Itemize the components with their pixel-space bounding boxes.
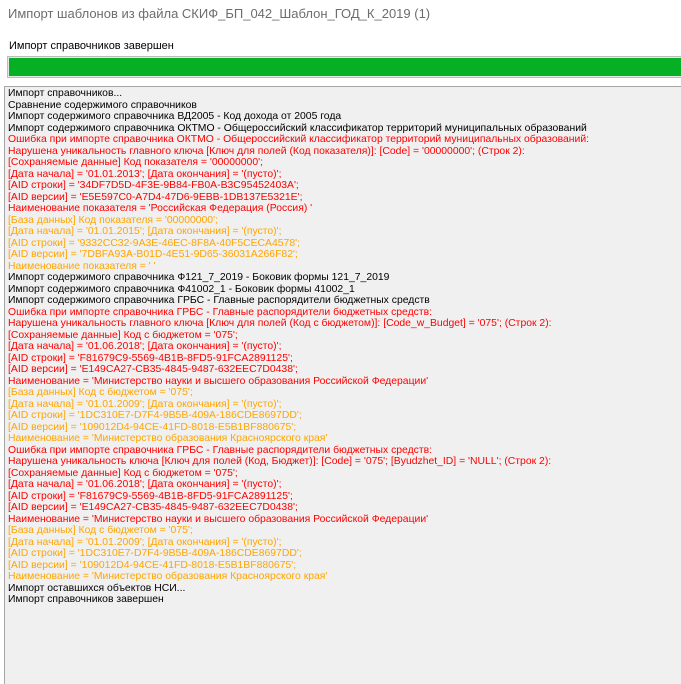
log-line: Ошибка при импорте справочника ГРБС - Главные распорядители бюджетных средств: — [8, 306, 433, 318]
log-line: [AID строки] = 'F81679C9-5569-4B1B-8FD5-91FCA2891125'; — [8, 490, 293, 502]
log-line: Импорт оставшихся объектов НСИ... — [8, 582, 186, 594]
log-line: [Дата начала] = '01.01.2015'; [Дата окончания] = '(пусто)'; — [8, 226, 282, 237]
log-line: [AID строки] = '1DC310E7-D7F4-9B5B-409A-186CDE8697DD'; — [8, 410, 302, 421]
status-label: Импорт справочников завершен — [9, 40, 174, 52]
log-line: Импорт содержимого справочника ГРБС - Главные распорядители бюджетных средств — [8, 295, 430, 306]
log-line: Импорт содержимого справочника Ф41002_1 - Боковик формы 41002_1 — [8, 283, 355, 295]
log-line: Импорт справочников... — [8, 88, 123, 99]
log-line: [Дата начала] = '01.06.2018'; [Дата окончания] = '(пусто)'; — [8, 479, 282, 490]
log-line: Наименование показателя = ' ' — [8, 260, 156, 272]
log-line: Импорт содержимого справочника ОКТМО - Общероссийский классификатор территорий муниципальных образований — [8, 122, 587, 134]
log-line: Нарушена уникальность главного ключа [Ключ для полей (Код с бюджетом)]: [Code_w_Budget] = '075'; (Строк 2): — [8, 318, 552, 329]
log-line: [База данных] Код с бюджетом = '075'; — [8, 525, 193, 536]
title-bar[interactable] — [0, 0, 681, 30]
log-line: Наименование = 'Министерство образования Красноярского края' — [8, 433, 328, 444]
log-line: Ошибка при импорте справочника ОКТМО - Общероссийский классификатор территорий муниципальных образований: — [8, 134, 590, 145]
log-line: Сравнение содержимого справочников — [8, 99, 197, 111]
log-line: [AID версии] = '109012D4-94CE-41FD-8018-E5B1BF880675'; — [8, 421, 297, 433]
log-line: Наименование = 'Министерство науки и высшего образования Российской Федерации' — [8, 513, 429, 525]
log-line: Наименование показателя = 'Российская Федерация (Россия) ' — [8, 203, 313, 214]
log-line: [База данных] Код показателя = '00000000'; — [8, 214, 218, 226]
log-line: [AID строки] = '1DC310E7-D7F4-9B5B-409A-186CDE8697DD'; — [8, 548, 302, 559]
log-line: [Дата начала] = '01.01.2009'; [Дата окончания] = '(пусто)'; — [8, 398, 282, 410]
log-line: [AID версии] = 'E149CA27-CB35-4845-9487-632EEC7D0438'; — [8, 364, 298, 375]
log-line: [AID строки] = 'F81679C9-5569-4B1B-8FD5-91FCA2891125'; — [8, 352, 293, 364]
log-line: [Сохраняемые данные] Код с бюджетом = '075'; — [8, 467, 238, 479]
window-title: Импорт шаблонов из файла СКИФ_БП_042_Шаблон_ГОД_К_2019 (1) — [8, 6, 431, 21]
log-line: [Дата начала] = '01.01.2009'; [Дата окончания] = '(пусто)'; — [8, 536, 282, 548]
log-line: Наименование = 'Министерство науки и высшего образования Российской Федерации' — [8, 375, 429, 387]
log-line: [AID строки] = '9332CC32-9A3E-46EC-8F8A-40F5CECA4578'; — [8, 237, 300, 249]
log-line: Импорт справочников завершен — [8, 594, 164, 605]
log-line: [AID версии] = '109012D4-94CE-41FD-8018-E5B1BF880675'; — [8, 559, 297, 571]
log-line: [AID версии] = 'E149CA27-CB35-4845-9487-632EEC7D0438'; — [8, 502, 298, 513]
log-line: Импорт содержимого справочника ВД2005 - Код дохода от 2005 года — [8, 111, 342, 122]
progress-bar-fill — [9, 58, 681, 76]
log-line: [Сохраняемые данные] Код с бюджетом = '075'; — [8, 329, 238, 341]
progress-bar — [7, 56, 681, 78]
import-log[interactable] — [4, 86, 681, 684]
log-line: Импорт содержимого справочника Ф121_7_2019 - Боковик формы 121_7_2019 — [8, 272, 390, 283]
log-line: [AID строки] = '34DF7D5D-4F3E-9B84-FB0A-B3C95452403A'; — [8, 180, 299, 191]
log-line: [AID версии] = 'E5E597C0-A7D4-47D6-9EBB-1DB137E5321E'; — [8, 191, 303, 203]
log-line: [Дата начала] = '01.06.2018'; [Дата окончания] = '(пусто)'; — [8, 341, 282, 352]
log-line: Нарушена уникальность главного ключа [Ключ для полей (Код показателя)]: [Code] = '00000000'; (Строк 2): — [8, 145, 525, 157]
log-line: Ошибка при импорте справочника ГРБС - Главные распорядители бюджетных средств: — [8, 444, 433, 456]
log-line: [База данных] Код с бюджетом = '075'; — [8, 387, 193, 398]
log-line: Наименование = 'Министерство образования Красноярского края' — [8, 571, 328, 582]
log-line: [Дата начала] = '01.01.2013'; [Дата окончания] = '(пусто)'; — [8, 168, 282, 180]
log-line: [Сохраняемые данные] Код показателя = '00000000'; — [8, 157, 263, 168]
log-line: Нарушена уникальность ключа [Ключ для полей (Код, Бюджет)]: [Code] = '075'; [Byudzhet_ID] = 'NULL'; (Строк 2): — [8, 456, 552, 467]
log-lines — [8, 88, 589, 606]
log-line: [AID версии] = '7DBFA93A-B01D-4E51-9D65-36031A266F82'; — [8, 249, 298, 260]
